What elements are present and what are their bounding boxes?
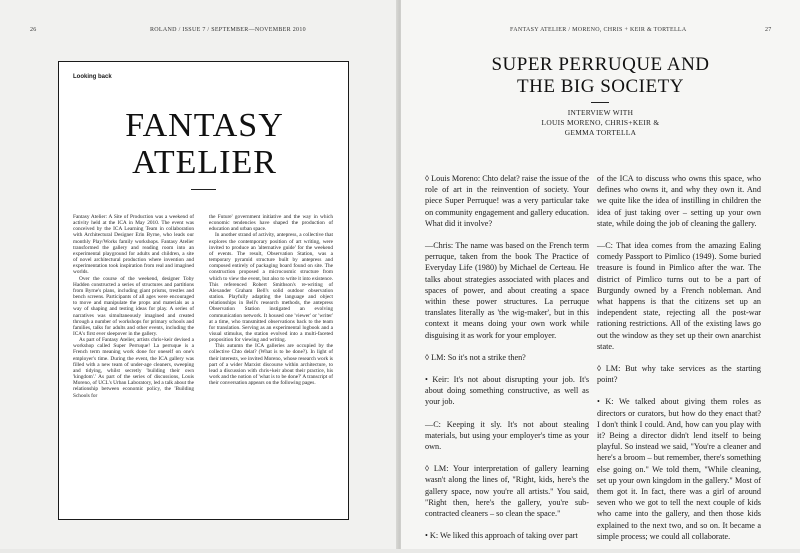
title-line-1: SUPER PERRUQUE AND (491, 54, 710, 75)
interview-column-2 (597, 173, 761, 553)
paragraph: Over the course of the weekend, designer Toby Hadden constructed a series of structures and partitions from Byrne's plans, including giant prisms, trestles and bench screens. Participants of all ages were encouraged to move and manipulate the props and materials as a way of shaping and testing ideas for play. A series of narratives was simultaneously imagined and created through a number of workshops for primary schools and families, talks for adults and other events, including the ICA's first ever sleepover in the gallery. (73, 275, 194, 337)
interview-paragraph: —C: That idea comes from the amazing Ealing comedy Passport to Pimlico (1949). Some buried treasure is found in Pimlico after the war. The district of Pimlico turns out to be a part of Burgundy owned by a French nobleman. And what happens is that the citizens set up an independent state, rejecting all the post-war rationing restrictions. All of the existing laws go out the window as they set up their own anarchist state. (597, 241, 761, 351)
title-line-2: ATELIER (132, 144, 277, 181)
subtitle-line-3: GEMMA TORTELLA (564, 128, 637, 137)
left-page (0, 0, 398, 549)
paragraph: As part of Fantasy Atelier, artists chris+keir devised a workshop called Super Perruque! La perruque is a French term meaning work done for oneself on one's employer's time. During the event, the ICA gallery was filled with a new team of under-age cleaners, sweeping and tidying, whilst secretly 'building their own 'kingdom'.' As part of the series of discussions, Louis Moreno, of UCL's Urban Laboratory, led a talk about the relationship between economic policy, the 'Building Schools for (73, 337, 194, 399)
body-column-2 (209, 214, 333, 386)
interview-paragraph: of the ICA to discuss who owns this space, who defines who owns it, and why they own it. And we quite like the idea of instilling in children the idea of just taking over – setting up your own state, while doing the job of cleaning the gallery. (597, 174, 761, 228)
paragraph: Fantasy Atelier: A Site of Production was a weekend of activity held at the ICA in May 2010. The event was conceived by the ICA Learning Team in collaboration with Architectural Designer Erin Byrne, who leads our monthly Play/Works family workshops. Fantasy Atelier transformed the gallery and reading room into an experimental playground for adults and children, a site of novel architectural production where invention and experimentation took inspiration from real and imagined worlds. (73, 214, 194, 276)
interview-paragraph: ◊ LM: But why take services as the starting point? (597, 364, 761, 385)
interview-paragraph: ◊ LM: So it's not a strike then? (425, 352, 526, 362)
interview-paragraph: ◊ Louis Moreno: Chto delat? raise the issue of the role of art in the reinvention of society. Your piece Super Perruque! was a very particular take on community engagement and gallery education. What did it involve? (425, 174, 589, 228)
paragraph: In another strand of activity, antepress, a collective that explores the contemporary position of art writing, were invited to produce an 'alternative guide' for the weekend of events. The result, Observation Station, was a temporary pyramid structure built by antepress and composed entirely of packaging board found on site. The construction proposed a microcosmic structure from which to view the event, but also to write it into existence. This referenced Robert Smithson's re-writing of Alexander Graham Bell's solid outdoor observation station. Playfully adapting the language and object relationships in Bell's research methods, the antepress Observation Station instigated an evolving communication network. It housed one 'viewer' or 'writer' at a time, who transmitted observations back to the team for translation. Serving as an experimental logbook and a visual stimulus, the station evolved into a multi-faceted proposition for viewing and writing. (209, 232, 333, 344)
title-line-1: FANTASY (125, 107, 284, 144)
interview-column-1 (425, 173, 589, 552)
section-label: Looking back (73, 74, 112, 80)
interview-paragraph: ◊ LM: Your interpretation of gallery learning wasn't along the lines of, "Right, kids, here's the gallery space, now you're all artists." You said, "Right then, here's the gallery, you're sub-contracted cleaners – so clean the space." (425, 464, 589, 519)
feature-box (58, 61, 349, 520)
interview-subtitle (401, 108, 800, 138)
subtitle-line-1: INTERVIEW WITH (567, 108, 634, 117)
title-rule (591, 102, 609, 103)
running-head: ROLAND / ISSUE 7 / SEPTEMBER—NOVEMBER 2010 (150, 27, 306, 33)
paragraph: This autumn the ICA galleries are occupied by the collective Chto delat? (What is to be done?). In light of their interests, we invited Moreno, whose research work is part of a wider Marxist discourse within architecture, to lead a discussion with chris+keir about their practice, his work and the notion of 'what is to be done?' A transcript of their conversation appears on the following pages. (209, 343, 334, 387)
subtitle-line-2: LOUIS MORENO, CHRIS+KEIR & (541, 118, 660, 127)
running-head: FANTASY ATELIER / MORENO, CHRIS + KEIR & TORTELLA (510, 27, 687, 33)
interview-paragraph: • K: We liked this approach of taking over part (425, 531, 578, 541)
interview-title (401, 54, 800, 98)
interview-paragraph: —Chris: The name was based on the French term perruque, taken from the book The Practice of Everyday Life (1980) by Michael de Certeau. He talks about strategies associated with places and spaces of power, and about creating a space within these power structures. La perruque translates literally as 'the wig-maker', but in this context it means doing your own work while disguising it as work for your employer. (425, 241, 589, 340)
title-rule (191, 189, 216, 190)
interview-paragraph: • K: We talked about giving them roles as directors or curators, but how do they enact that? I don't think I could. And, how can you play with it? Being a director didn't lend itself to being playful. So instead we said, "You're a cleaner and here's a broom – but remember, there's something else going on." We told them, "While cleaning, set up your own kingdom in the gallery." Most of them got it. In fact, there was a girl of around seven who we got to tell the next couple of kids who came into the gallery, and then those kids explained to the next two, and so on. It became a simple process; we could all collaborate. (597, 397, 761, 541)
page-number: 27 (765, 27, 772, 33)
body-column-1 (73, 214, 194, 399)
paragraph: the Future' government initiative and the way in which economic tendencies have shaped the production of education and urban space. (209, 214, 333, 233)
interview-paragraph: —C: Keeping it sly. It's not about stealing materials, but using your employer's time as your own. (425, 419, 589, 452)
title-line-2: THE BIG SOCIETY (517, 76, 684, 97)
interview-paragraph: • Keir: It's not about disrupting your job. It's about doing something constructive, as well as your job. (425, 375, 589, 407)
page-number: 26 (30, 27, 37, 33)
